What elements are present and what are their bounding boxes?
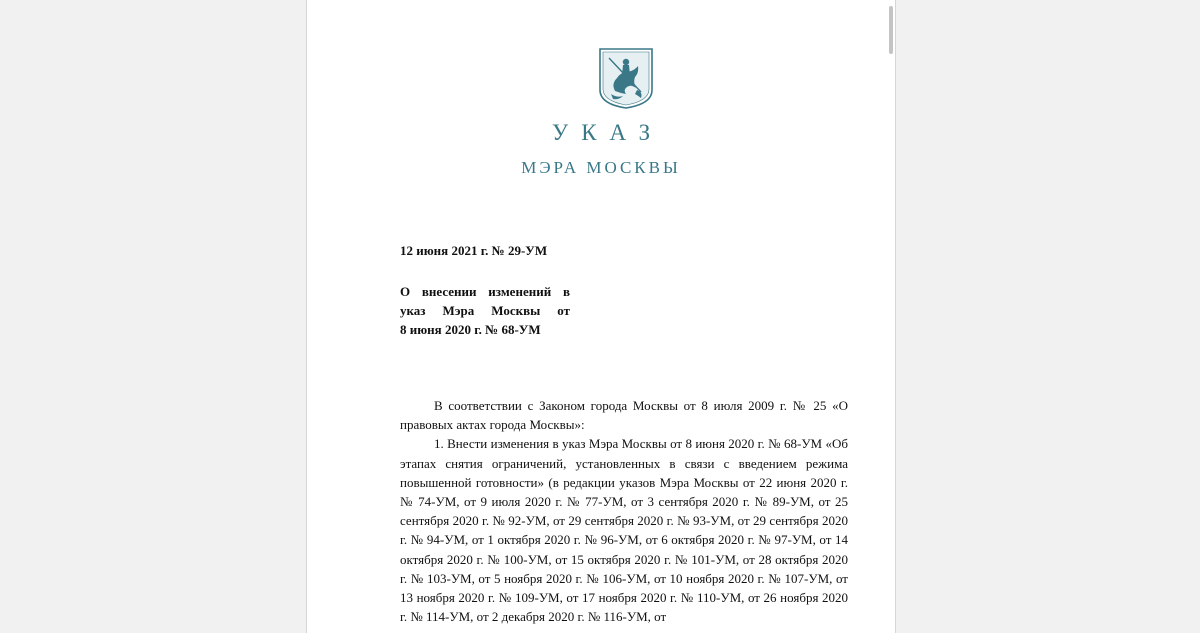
document-subject: [400, 282, 570, 339]
vertical-scrollbar-thumb[interactable]: [889, 6, 893, 54]
subject-word: указ: [400, 303, 426, 318]
body-paragraph: 1. Внести изменения в указ Мэра Москвы от 8 июня 2020 г. № 68-УМ «Об этапах снятия ограничений, установленных в связи с введением режима повышенной готовности» (в редакции указов Мэра Москвы от 22 июня 2020 г. № 74-УМ, от 9 июля 2020 г. № 77-УМ, от 3 сентября 2020 г. № 89-УМ, от 25 сентября 2020 г. № 92-УМ, от 29 сентября 2020 г. № 93-УМ, от 29 сентября 2020 г. № 94-УМ, от 1 октября 2020 г. № 96-УМ, от 6 октября 2020 г. № 97-УМ, от 14 октября 2020 г. № 100-УМ, от 15 октября 2020 г. № 101-УМ, от 28 октября 2020 г. № 103-УМ, от 5 ноября 2020 г. № 106-УМ, от 10 ноября 2020 г. № 107-УМ, от 13 ноября 2020 г. № 109-УМ, от 17 ноября 2020 г. № 110-УМ, от 26 ноября 2020 г. № 114-УМ, от 2 декабря 2020 г. № 116-УМ, от: [400, 436, 848, 625]
subject-line: [400, 301, 570, 320]
subject-word: 8 июня 2020 г. № 68-УМ: [400, 322, 541, 337]
subject-word: внесении: [421, 284, 477, 299]
subject-line: [400, 282, 570, 301]
subject-line: [400, 320, 570, 339]
body-paragraph: В соответствии с Законом города Москвы от 8 июля 2009 г. № 25 «О правовых актах города Москвы»:: [400, 398, 848, 433]
subject-word: Москвы: [491, 303, 541, 318]
subject-word: в: [562, 284, 570, 299]
document-date-number: 12 июня 2021 г. № 29-УМ: [400, 243, 548, 258]
document-page: [306, 0, 896, 633]
subject-word: изменений: [488, 284, 552, 299]
document-subheading: МЭРА МОСКВЫ: [521, 158, 681, 177]
subject-word: О: [400, 284, 411, 299]
subject-word: Мэра: [442, 303, 475, 318]
subject-word: от: [557, 303, 570, 318]
document-heading: УКАЗ: [551, 120, 664, 145]
moscow-coat-of-arms-icon: [597, 46, 655, 110]
document-body: [400, 396, 848, 626]
